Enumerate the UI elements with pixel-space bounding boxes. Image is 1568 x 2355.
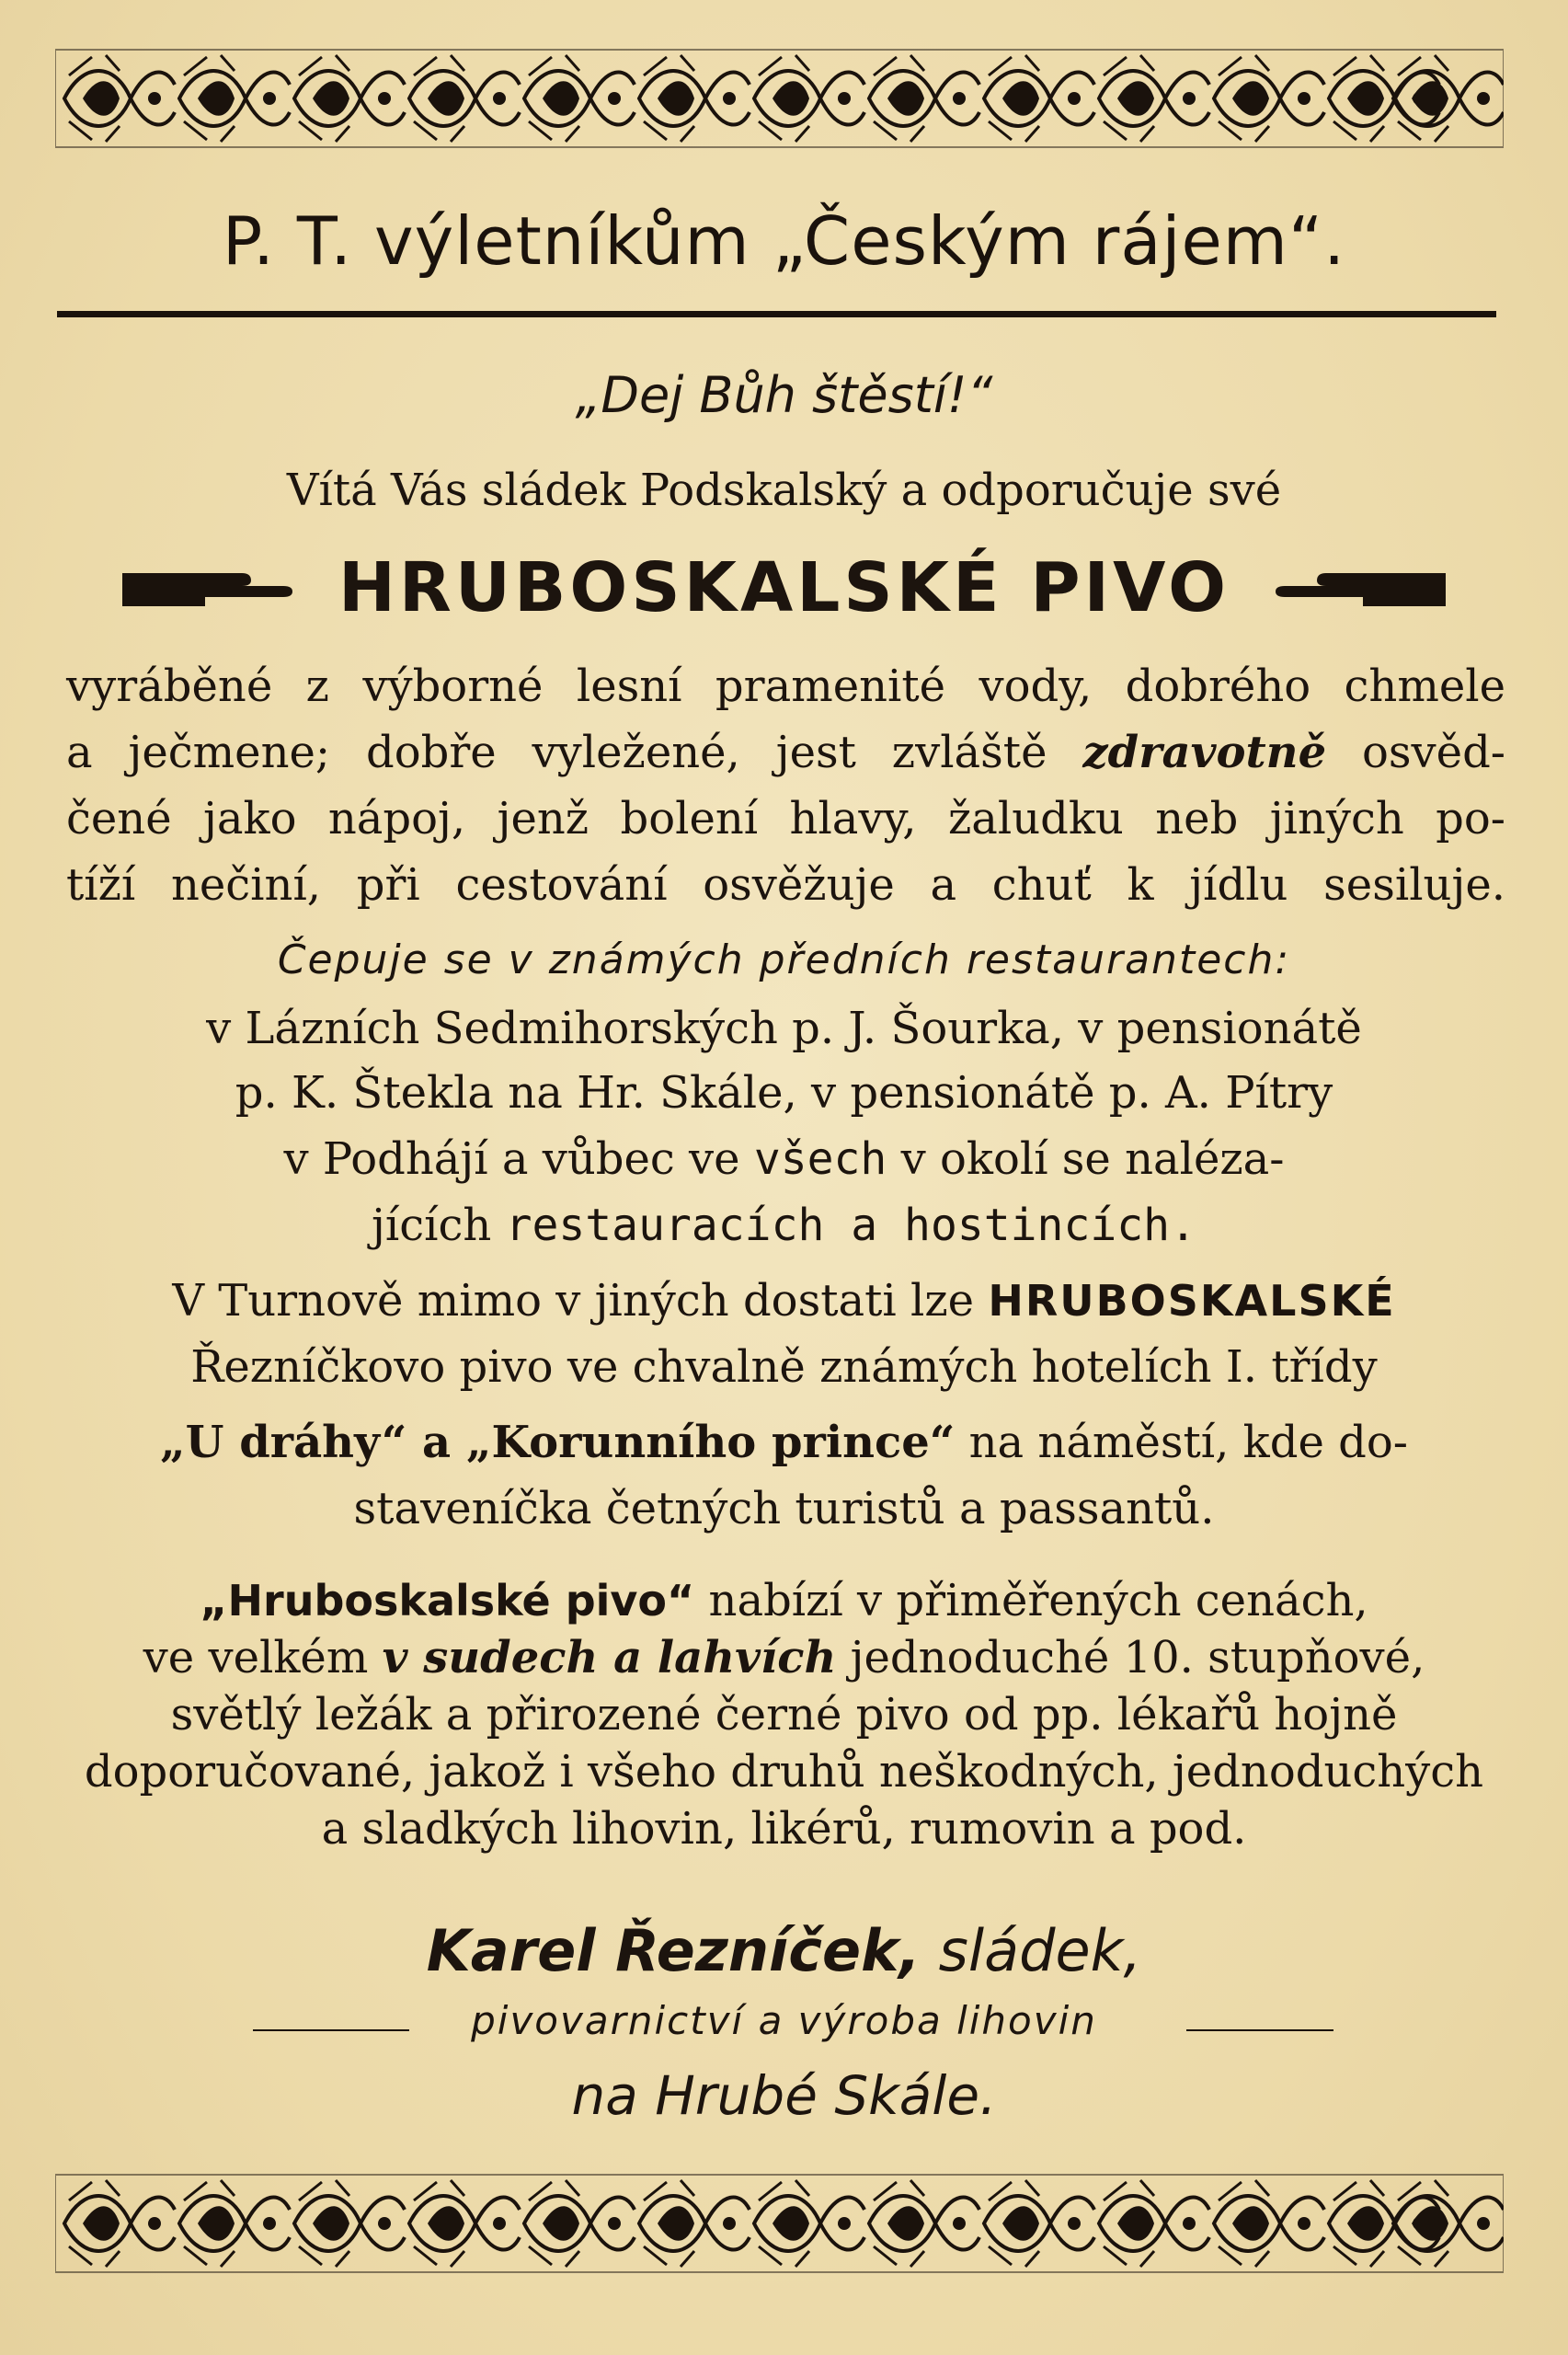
served-line3-c: v okolí se naléza-	[900, 1133, 1285, 1185]
signature-line	[0, 1917, 1568, 1984]
offer-product: „Hruboskalské pivo“	[200, 1576, 695, 1626]
turnov-line3-b: na náměstí, kde do-	[968, 1417, 1408, 1468]
para1-line3: čené jako nápoj, jenž bolení hlavy, žaludku neb jiných po-	[66, 793, 1505, 844]
page-title: P. T. výletníkům „Českým rájem“.	[222, 202, 1346, 280]
served-heading: Čepuje se v známých předních restaurantech:	[277, 936, 1291, 983]
signature-business: pivovarnictví a výroba lihovin	[471, 1998, 1097, 2043]
offer-line1	[0, 1575, 1568, 1626]
para1-line1: vyráběné z výborné lesní pramenité vody, dobrého chmele	[66, 661, 1505, 712]
product-heading: HRUBOSKALSKÉ PIVO	[338, 548, 1230, 627]
served-line3-b: všech	[753, 1133, 887, 1185]
turnov-line3	[0, 1417, 1568, 1468]
turnov-line1-b: HRUBOSKALSKÉ	[988, 1276, 1396, 1326]
served-line2: p. K. Štekla na Hr. Skále, v pensionátě p. A. Pítry	[235, 1067, 1333, 1119]
ornamental-border-bottom	[55, 2173, 1504, 2274]
greeting: „Dej Bůh štěstí!“	[575, 366, 993, 424]
signature-name: Karel Řezníček,	[426, 1917, 921, 1984]
offer-sudech: v sudech a lahvích	[382, 1632, 837, 1683]
turnov-line2: Řezníčkovo pivo ve chvalně známých hotelích I. třídy	[190, 1341, 1378, 1393]
served-line4-b: restauracích a hostincích.	[505, 1200, 1196, 1251]
para1-line2	[66, 727, 1505, 778]
turnov-line4: staveníčka četných turistů a passantů.	[353, 1483, 1215, 1534]
ornamental-border-top	[55, 48, 1504, 149]
intro-line: Vítá Vás sládek Podskalský a odporučuje své	[286, 465, 1282, 516]
served-line3-a: v Podhájí a vůbec ve	[283, 1133, 740, 1185]
product-heading-row	[0, 548, 1568, 627]
offer-line2-c: jednoduché 10. stupňové,	[850, 1632, 1425, 1683]
pointing-hand-left-icon	[1262, 560, 1446, 615]
served-line4-a: jících	[372, 1200, 492, 1251]
signature-place: na Hrubé Skále.	[571, 2064, 997, 2127]
emphasis-zdravotne: zdravotně	[1082, 727, 1327, 778]
served-line4	[0, 1200, 1568, 1251]
para1-line4: tíží nečiní, při cestování osvěžuje a chuť k jídlu sesiluje.	[66, 859, 1505, 911]
offer-line5: a sladkých lihovin, likérů, rumovin a pod.	[321, 1803, 1247, 1855]
offer-line1-b: nabízí v přiměřených cenách,	[708, 1575, 1368, 1626]
served-line3	[0, 1133, 1568, 1185]
signature-role: sládek,	[938, 1917, 1142, 1984]
offer-line2	[0, 1632, 1568, 1683]
turnov-hotels: „U dráhy“ a „Korunního prince“	[160, 1417, 956, 1468]
turnov-line1	[0, 1275, 1568, 1327]
offer-line2-a: ve velkém	[143, 1632, 369, 1683]
offer-line3: světlý ležák a přirozené černé pivo od pp. lékařů hojně	[170, 1689, 1398, 1740]
title-rule	[57, 311, 1496, 317]
served-line1: v Lázních Sedmihorských p. J. Šourka, v pensionátě	[206, 1003, 1362, 1054]
turnov-line1-a: V Turnově mimo v jiných dostati lze	[172, 1275, 975, 1327]
pointing-hand-right-icon	[122, 560, 306, 615]
offer-line4: doporučované, jakož i všeho druhů neškodných, jednoduchých	[84, 1746, 1484, 1798]
para1-line2-c: osvěd-	[1362, 727, 1506, 778]
para1-line2-a: a ječmene; dobře vyležené, jest zvláště	[66, 727, 1047, 778]
